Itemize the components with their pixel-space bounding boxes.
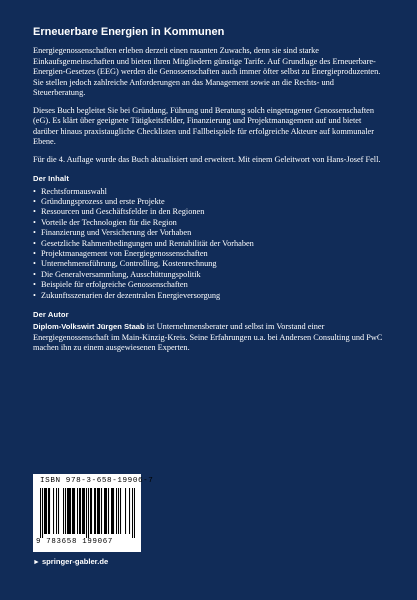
list-item-label: Gesetzliche Rahmenbedingungen und Rentabilität der Vorhaben bbox=[41, 238, 254, 248]
list-item-label: Beispiele für erfolgreiche Genossenschaften bbox=[41, 280, 188, 290]
bullet-icon: • bbox=[33, 196, 36, 206]
author-name: Diplom-Volkswirt Jürgen Staab bbox=[33, 322, 145, 332]
author-bio-text: ist Unternehmensberater und selbst im Vorstand einer Energiegenossenschaft im Main-Kinzig-Kreis. Seine Erfahrungen u.a. bei Andersen Consulting und PwC machen ihn zu einem ausgewiesenen Experten. bbox=[33, 322, 383, 353]
barcode-bar bbox=[125, 488, 126, 534]
barcode-bar bbox=[108, 488, 109, 534]
publisher-website bbox=[33, 557, 108, 566]
barcode-bar bbox=[101, 488, 102, 534]
bullet-icon: • bbox=[33, 259, 36, 269]
barcode-bar bbox=[132, 488, 133, 538]
barcode-bar bbox=[112, 488, 113, 534]
bullet-icon: • bbox=[33, 269, 36, 279]
barcode bbox=[33, 474, 154, 552]
barcode-bar bbox=[79, 488, 80, 534]
barcode-bar bbox=[111, 488, 112, 534]
list-item-label: Vorteile der Technologien für die Region bbox=[41, 217, 177, 227]
blurb-paragraph-2: Dieses Buch begleitet Sie bei Gründung, Führung und Beratung solch eingetragener Genossenschaften (eG). Es klärt über geeignete Tätigkeitsfelder, Finanzierung und Projektmanagement auf und bietet darüber hinaus praxistaugliche Checklisten und Fallbeispiele für erfolgreiche Akteure auf kommunaler Ebene. bbox=[33, 105, 375, 146]
ean-digits: 9 783658 199067 bbox=[36, 538, 114, 546]
list-item-label: Unternehmensführung, Controlling, Kostenrechnung bbox=[41, 259, 217, 269]
blurb-paragraph-1: Energiegenossenschaften erleben derzeit einen rasanten Zuwachs, denn sie sind starke Einkaufsgemeinschaften und bieten ihren Mitgliedern günstige Tarife. Auf Grundlage des Erneuerbare-Energien-Gesetzes (EEG) werden die Genossenschaften auch immer öfter selbst zu Energieproduzenten. Sie stellen jedoch zahlreiche Anforderungen an das Management sowie an die Rechts- und Steuerberatung. bbox=[33, 46, 381, 97]
list-item bbox=[33, 259, 385, 269]
contents-heading: Der Inhalt bbox=[33, 174, 70, 183]
barcode-bar bbox=[99, 488, 100, 534]
barcode-bar bbox=[56, 488, 57, 534]
barcode-bar bbox=[120, 488, 121, 534]
barcode-bar bbox=[69, 488, 70, 534]
isbn-label: ISBN 978-3-658-19906-7 bbox=[40, 477, 154, 485]
barcode-bar bbox=[68, 488, 69, 534]
barcode-bar bbox=[105, 488, 106, 534]
author-bio bbox=[33, 322, 385, 354]
bullet-icon: • bbox=[33, 280, 36, 290]
barcode-bar bbox=[67, 488, 68, 534]
bullet-icon: • bbox=[33, 238, 36, 248]
list-item bbox=[33, 239, 385, 249]
barcode-bar bbox=[63, 488, 64, 534]
barcode-bar bbox=[116, 488, 117, 534]
barcode-bar bbox=[46, 488, 47, 534]
list-item-label: Ressourcen und Geschäftsfelder in den Regionen bbox=[41, 207, 205, 217]
barcode-bar bbox=[58, 488, 59, 534]
barcode-bar bbox=[77, 488, 78, 534]
bullet-icon: • bbox=[33, 290, 36, 300]
barcode-bar bbox=[70, 488, 71, 534]
bullet-icon: • bbox=[33, 207, 36, 217]
cover-text bbox=[33, 46, 385, 361]
author-heading: Der Autor bbox=[33, 309, 69, 319]
list-item-label: Finanzierung und Versicherung der Vorhaben bbox=[41, 228, 192, 238]
barcode-bar bbox=[83, 488, 84, 534]
list-item bbox=[33, 197, 385, 207]
contents-list bbox=[33, 187, 385, 301]
barcode-bar bbox=[98, 488, 99, 534]
barcode-bar bbox=[48, 488, 49, 534]
barcode-bar bbox=[82, 488, 83, 534]
barcode-bar bbox=[45, 488, 46, 534]
barcode-bar bbox=[129, 488, 130, 534]
website-label: springer-gabler.de bbox=[41, 557, 109, 566]
list-item bbox=[33, 280, 385, 290]
barcode-bar bbox=[118, 488, 119, 534]
list-item-label: Die Generalversammlung, Ausschüttungspolitik bbox=[41, 269, 201, 279]
barcode-bar bbox=[134, 488, 135, 538]
list-item bbox=[33, 228, 385, 238]
bullet-icon: • bbox=[33, 228, 36, 238]
barcode-bar bbox=[80, 488, 81, 534]
list-item-label: Projektmanagement von Energiegenossenschaften bbox=[41, 248, 208, 258]
barcode-bar bbox=[95, 488, 96, 534]
barcode-bar bbox=[72, 488, 73, 534]
barcode-bar bbox=[91, 488, 92, 534]
book-title: Erneuerbare Energien in Kommunen bbox=[33, 26, 225, 38]
list-item bbox=[33, 270, 385, 280]
barcode-bar bbox=[84, 488, 85, 534]
barcode-bar bbox=[90, 488, 91, 534]
barcode-bar bbox=[94, 488, 95, 534]
barcode-bar bbox=[42, 488, 43, 538]
bullet-icon: • bbox=[33, 248, 36, 258]
barcode-bar bbox=[44, 488, 45, 534]
barcode-bars bbox=[40, 488, 135, 538]
arrow-right-icon: ► bbox=[33, 559, 40, 566]
list-item-label: Rechtsformauswahl bbox=[41, 186, 107, 196]
barcode-bar bbox=[104, 488, 105, 534]
list-item bbox=[33, 249, 385, 259]
barcode-bar bbox=[40, 488, 41, 538]
list-item bbox=[33, 187, 385, 197]
barcode-bar bbox=[49, 488, 50, 534]
list-item bbox=[33, 291, 385, 301]
barcode-bar bbox=[113, 488, 114, 534]
barcode-bar bbox=[65, 488, 66, 534]
barcode-bar bbox=[73, 488, 74, 534]
list-item bbox=[33, 207, 385, 217]
barcode-bar bbox=[74, 488, 75, 534]
barcode-bar bbox=[97, 488, 98, 534]
bullet-icon: • bbox=[33, 217, 36, 227]
list-item bbox=[33, 218, 385, 228]
list-item-label: Zukunftsszenarien der dezentralen Energieversorgung bbox=[41, 290, 221, 300]
barcode-bar bbox=[53, 488, 54, 534]
barcode-bar bbox=[106, 488, 107, 534]
blurb-paragraph-3: Für die 4. Auflage wurde das Buch aktualisiert und erweitert. Mit einem Geleitwort von Hans-Josef Fell. bbox=[33, 154, 381, 164]
bullet-icon: • bbox=[33, 186, 36, 196]
list-item-label: Gründungsprozess und erste Projekte bbox=[41, 196, 165, 206]
barcode-bar bbox=[86, 488, 87, 538]
barcode-bar bbox=[88, 488, 89, 538]
